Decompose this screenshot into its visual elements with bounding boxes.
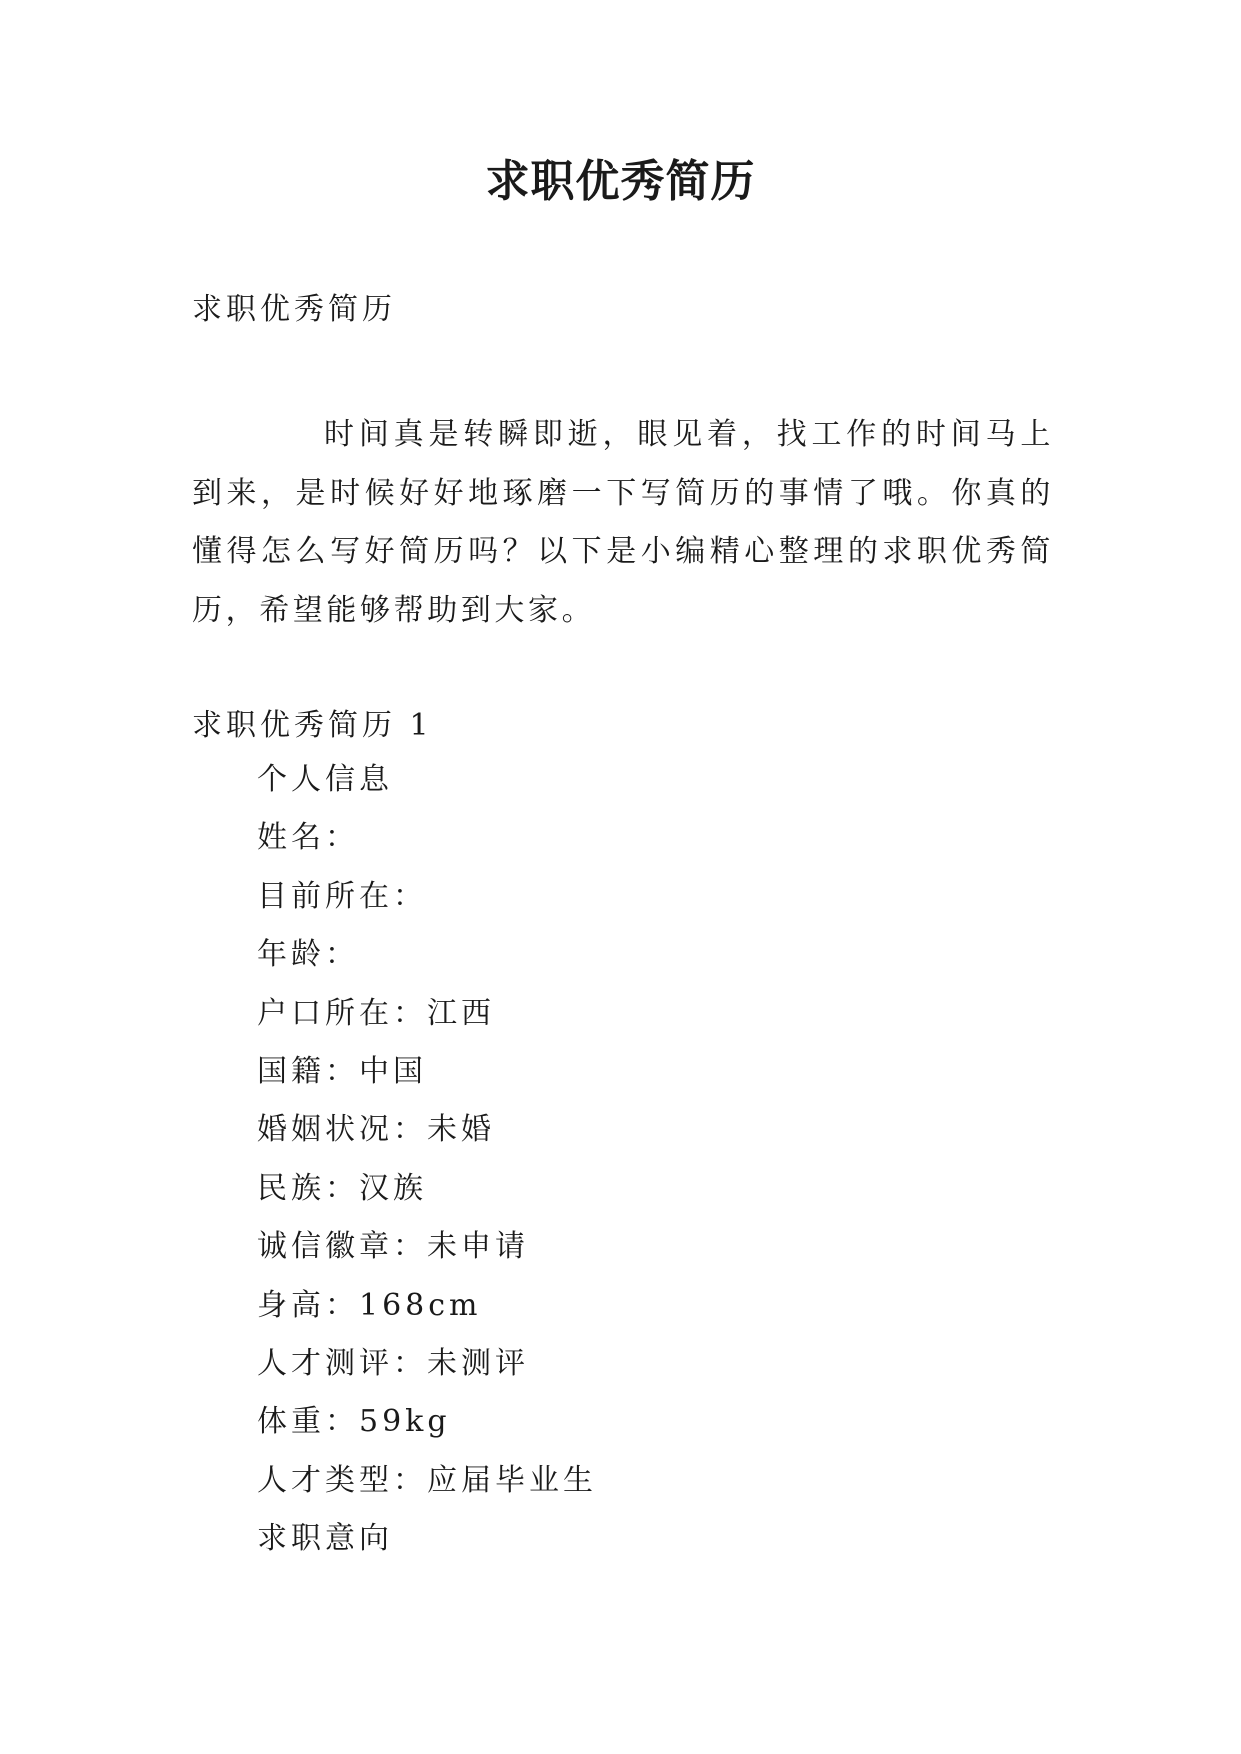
info-item-integrity-badge: 诚信徽章：未申请 [257,1229,529,1265]
info-item-name: 姓名： [257,820,359,856]
info-item-current-location: 目前所在： [257,878,427,914]
info-item-hukou: 户口所在：江西 [257,995,495,1031]
info-item-weight: 体重：59kg [257,1404,451,1440]
info-item-ethnicity: 民族：汉族 [257,1170,427,1206]
intro-paragraph: 时间真是转瞬即逝，眼见着，找工作的时间马上到来，是时候好好地琢磨一下写简历的事情了哦。你真的懂得怎么写好简历吗？以下是小编精心整理的求职优秀简历，希望能够帮助到大家。 [192,417,1054,628]
info-item-talent-type: 人才类型：应届毕业生 [257,1462,597,1498]
section-title: 求职优秀简历 1 [192,708,433,743]
document-subtitle: 求职优秀简历 [192,292,396,327]
info-item-talent-assessment: 人才测评：未测评 [257,1345,529,1381]
document-title: 求职优秀简历 [485,156,756,207]
info-item-age: 年龄： [257,937,359,973]
personal-info-list [257,760,597,1577]
info-item-height: 身高：168cm [257,1287,482,1323]
section-heading-personal-info: 个人信息 [257,762,393,797]
info-item-nationality: 国籍：中国 [257,1053,427,1089]
section-heading-job-intention: 求职意向 [257,1521,393,1557]
info-item-marital-status: 婚姻状况：未婚 [257,1112,495,1148]
